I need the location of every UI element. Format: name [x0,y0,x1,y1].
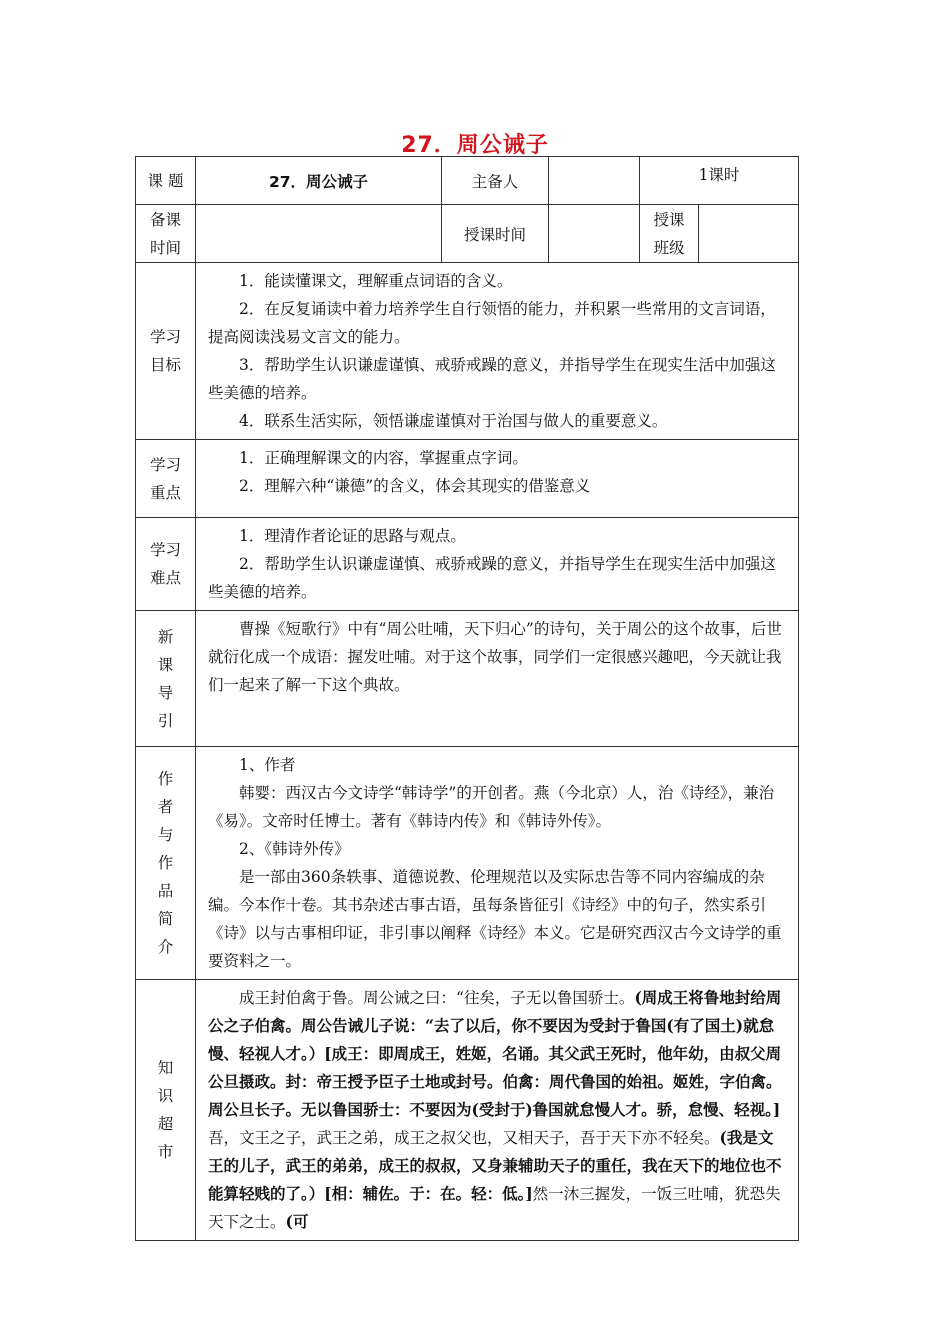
classical-text: 吾，文王之子，武王之弟，成王之叔父也，又相天子，吾于天下亦不轻矣。 [208,1129,720,1147]
lesson-hours: 1课时 [640,157,799,205]
author-bio: 韩婴：西汉古今文诗学“韩诗学”的开创者。燕（今北京）人，治《诗经》，兼治《易》。文帝时任博士。著有《韩诗内传》和《韩诗外传》。 [208,784,775,830]
author-label-char: 作 [157,770,174,788]
knowledge-label-char: 超 [157,1115,174,1133]
class-label-line2: 班级 [653,238,685,257]
author-label-char: 简 [157,910,174,928]
difficulties-content [196,518,799,611]
intro-label-char: 新 [157,627,174,646]
key-points-label-line2: 重点 [149,483,181,502]
knowledge-text [208,984,788,1236]
preparer-label: 主备人 [442,157,549,205]
intro-label-char: 课 [157,655,174,674]
translation-text: (可 [285,1212,309,1231]
author-label-char: 介 [157,938,174,956]
class-label-line1: 授课 [653,210,685,229]
author-label-char: 与 [157,826,174,844]
topic-value: 27．周公诫子 [196,157,442,205]
objectives-content [196,263,799,440]
difficulty-item: 1．理清作者论证的思路与观点。 [239,527,466,545]
knowledge-content [196,980,799,1241]
teach-time-value [549,205,640,263]
key-points-content [196,440,799,518]
author-label-char: 作 [157,854,174,872]
prep-time-label-line2: 时间 [149,238,181,257]
intro-text: 曹操《短歌行》中有“周公吐哺，天下归心”的诗句，关于周公的这个故事，后世就衍化成一个成语：握发吐哺。对于这个故事，同学们一定很感兴趣吧，今天就让我们一起来了解一下这个典故。 [208,620,782,694]
objective-item: 4．联系生活实际，领悟谦虚谨慎对于治国与做人的重要意义。 [239,412,668,430]
key-points-label-line1: 学习 [149,455,181,474]
lesson-plan-table [135,156,799,1241]
prep-time-label-line1: 备课 [149,210,181,229]
objectives-label-line1: 学习 [149,328,181,346]
difficulties-label-line1: 学习 [149,541,181,559]
preparer-value [549,157,640,205]
difficulties-label [136,518,196,611]
work-heading: 2、《韩诗外传》 [239,840,350,858]
class-value [699,205,799,263]
intro-content [196,611,799,747]
objectives-label-line2: 目标 [149,356,181,374]
knowledge-label-char: 知 [157,1059,174,1077]
teach-time-label: 授课时间 [442,205,549,263]
document-title: 27．周公诫子 [401,133,549,158]
knowledge-label-char: 市 [157,1143,174,1161]
author-label-char: 品 [157,882,174,900]
topic-label: 课 题 [136,157,196,205]
prep-time-value [196,205,442,263]
work-description: 是一部由360条轶事、道德说教、伦理规范以及实际忠告等不同内容编成的杂编。今本作十卷。其书杂述古事古语，虽每条皆征引《诗经》中的句子，然实系引《诗》以与古事相印证，非引事以阐释《诗经》本义。它是研究西汉古今文诗学的重要资料之一。 [208,868,782,970]
class-label [640,205,699,263]
author-label [136,747,196,980]
difficulty-item: 2．帮助学生认识谦虚谨慎、戒骄戒躁的意义，并指导学生在现实生活中加强这些美德的培养。 [208,555,776,601]
intro-label-char: 导 [157,683,174,702]
key-points-label [136,440,196,518]
intro-label-char: 引 [157,711,174,730]
prep-time-label [136,205,196,263]
intro-label [136,611,196,747]
knowledge-label-char: 识 [157,1087,174,1105]
translation-text: (我是文王的儿子，武王的弟弟，成王的叔叔，又身兼辅助天子的重任，我在天下的地位也不能算轻贱的了。）[相：辅佐。于：在。轻：低。] [208,1128,782,1203]
key-point-item: 2．理解六种“谦德”的含义，体会其现实的借鉴意义 [239,477,591,495]
classical-text: 成王封伯禽于鲁。周公诫之曰：“往矣，子无以鲁国骄士。 [239,989,635,1007]
objective-item: 1．能读懂课文，理解重点词语的含义。 [239,272,513,290]
translation-text: (周成王将鲁地封给周公之子伯禽。周公告诫儿子说：“去了以后，你不要因为受封于鲁国(有了国土)就怠慢、轻视人才。）[成王：即周成王，姓姬，名诵。其父武王死时，他年幼，由叔父周公旦摄政。封：帝王授予臣子土地或封号。伯禽：周代鲁国的始祖。姬姓，字伯禽。周公旦长子。无以鲁国骄士：不要因为(受封于)鲁国就怠慢人才。骄，怠慢、轻视。] [208,988,782,1119]
knowledge-label [136,980,196,1241]
objective-item: 2．在反复诵读中着力培养学生自行领悟的能力，并积累一些常用的文言词语，提高阅读浅易文言文的能力。 [208,300,776,346]
objectives-label [136,263,196,440]
difficulties-label-line2: 难点 [149,569,181,587]
author-label-char: 者 [157,798,174,816]
author-heading: 1、作者 [239,756,296,774]
classical-text: 然一沐三握发，一饭三吐哺，犹恐失天下之士。 [208,1185,781,1231]
author-content [196,747,799,980]
objective-item: 3．帮助学生认识谦虚谨慎、戒骄戒躁的意义，并指导学生在现实生活中加强这些美德的培养。 [208,356,776,402]
key-point-item: 1．正确理解课文的内容，掌握重点字词。 [239,449,528,467]
